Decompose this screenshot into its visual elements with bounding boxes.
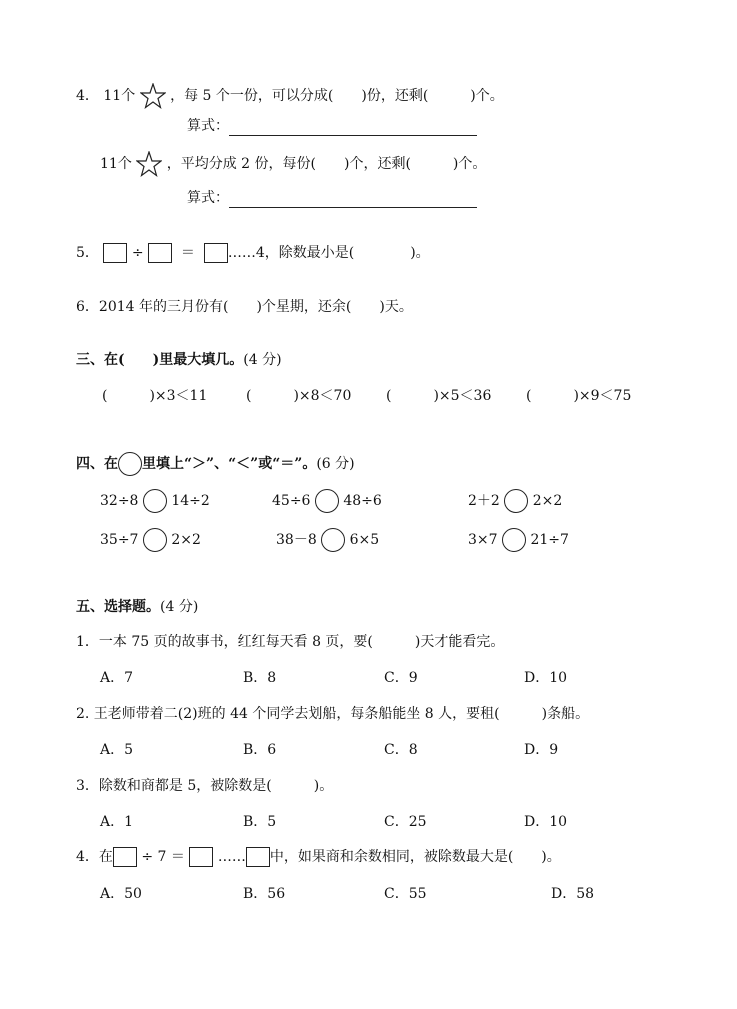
- compare-item: [100, 528, 201, 552]
- formula-label: 算式：: [187, 190, 229, 206]
- answer-box[interactable]: [246, 847, 270, 867]
- mc-option[interactable]: C．9: [384, 670, 418, 686]
- q5-tail: ……4，除数最小是( )。: [227, 245, 430, 261]
- answer-box[interactable]: [113, 847, 137, 867]
- compare-right: 6×5: [349, 532, 380, 548]
- mc-option[interactable]: B．56: [243, 886, 286, 902]
- q5-eq: ＝: [180, 245, 195, 261]
- mc-option[interactable]: A．5: [100, 742, 134, 758]
- star-icon: [140, 83, 166, 109]
- compare-circle[interactable]: [143, 489, 167, 513]
- q5-number: 5．: [76, 245, 99, 261]
- compare-right: 14÷2: [171, 493, 210, 509]
- q5-div: ÷: [131, 245, 144, 261]
- compare-circle[interactable]: [321, 528, 345, 552]
- section5-title-text: 五、选择题。: [76, 599, 160, 615]
- mc-option[interactable]: A．1: [100, 814, 134, 830]
- q4-formula1: [187, 116, 477, 136]
- q4-number: 4．: [76, 88, 99, 104]
- mc-option[interactable]: C．8: [384, 742, 418, 758]
- formula-label: 算式：: [187, 118, 229, 134]
- formula-answer-line[interactable]: [229, 121, 477, 136]
- compare-left: 3×7: [468, 532, 498, 548]
- q4-formula2: [187, 188, 477, 208]
- q4-line1-pre: 11个: [103, 88, 136, 104]
- compare-circle[interactable]: [315, 489, 339, 513]
- s3-item: ( )×5＜36: [386, 388, 492, 404]
- circle-icon: [118, 452, 142, 476]
- q4-line1: [76, 83, 504, 109]
- compare-right: 21÷7: [530, 532, 569, 548]
- section4-score: (6 分): [316, 456, 355, 472]
- compare-right: 2×2: [171, 532, 201, 548]
- mc-option[interactable]: B．6: [243, 742, 277, 758]
- answer-box[interactable]: [148, 243, 172, 263]
- compare-left: 38－8: [276, 532, 317, 548]
- compare-item: [100, 489, 210, 513]
- q4-line2-pre: 11个: [100, 156, 132, 172]
- compare-left: 2＋2: [468, 493, 500, 509]
- q4-line2: [100, 151, 486, 177]
- answer-box[interactable]: [189, 847, 213, 867]
- mc-option[interactable]: D．10: [524, 814, 568, 830]
- q4-line2-post: ，平均分成 2 份，每份( )个，还剩( )个。: [166, 156, 487, 172]
- section4-title-post: 里填上“＞”、“＜”或“＝”。: [142, 456, 317, 472]
- q-pre: 4．在: [76, 849, 113, 865]
- compare-left: 32÷8: [100, 493, 139, 509]
- q4-line1-post: ，每 5 个一份，可以分成( )份，还剩( )个。: [170, 88, 504, 104]
- compare-item: [468, 528, 569, 552]
- mc-option[interactable]: A．7: [100, 670, 134, 686]
- q5-line: [76, 243, 430, 263]
- compare-left: 35÷7: [100, 532, 139, 548]
- s3-item: ( )×8＜70: [246, 388, 352, 404]
- mc-question: 1．一本 75 页的故事书，红红每天看 8 页，要( )天才能看完。: [76, 634, 505, 650]
- mc-question: [76, 847, 561, 867]
- compare-right: 48÷6: [343, 493, 382, 509]
- section5-title: [76, 597, 198, 617]
- mc-option[interactable]: D．9: [524, 742, 559, 758]
- q-dots: ……: [217, 849, 246, 865]
- answer-box[interactable]: [103, 243, 127, 263]
- mc-option[interactable]: B．8: [243, 670, 277, 686]
- mc-option[interactable]: C．25: [384, 814, 427, 830]
- formula-answer-line[interactable]: [229, 193, 477, 208]
- compare-circle[interactable]: [502, 528, 526, 552]
- compare-item: [272, 489, 382, 513]
- compare-right: 2×2: [532, 493, 563, 509]
- section3-title-text: 三、在( )里最大填几。: [76, 352, 244, 368]
- s3-item: ( )×3＜11: [102, 388, 208, 404]
- compare-item: [468, 489, 562, 513]
- q6-line: 6．2014 年的三月份有( )个星期，还余( )天。: [76, 299, 413, 315]
- mc-option[interactable]: D．10: [524, 670, 568, 686]
- mc-question: 3．除数和商都是 5，被除数是( )。: [76, 778, 334, 794]
- q-div: ÷ 7 ＝: [141, 849, 185, 865]
- s3-item: ( )×9＜75: [526, 388, 632, 404]
- compare-circle[interactable]: [143, 528, 167, 552]
- section3-score: (4 分): [243, 352, 282, 368]
- compare-left: 45÷6: [272, 493, 311, 509]
- mc-option[interactable]: A．50: [100, 886, 142, 902]
- q-post: 中，如果商和余数相同，被除数最大是( )。: [269, 849, 561, 865]
- mc-option[interactable]: D．58: [551, 886, 595, 902]
- mc-option[interactable]: C．55: [384, 886, 427, 902]
- compare-circle[interactable]: [504, 489, 528, 513]
- answer-box[interactable]: [204, 243, 228, 263]
- mc-question: 2. 王老师带着二(2)班的 44 个同学去划船，每条船能坐 8 人，要租( )条船。: [76, 706, 590, 722]
- mc-option[interactable]: B．5: [243, 814, 277, 830]
- section5-score: (4 分): [160, 599, 199, 615]
- section3-title: [76, 350, 282, 370]
- section4-title: [76, 452, 355, 476]
- section4-title-pre: 四、在: [76, 456, 118, 472]
- star-icon: [136, 151, 162, 177]
- compare-item: [276, 528, 379, 552]
